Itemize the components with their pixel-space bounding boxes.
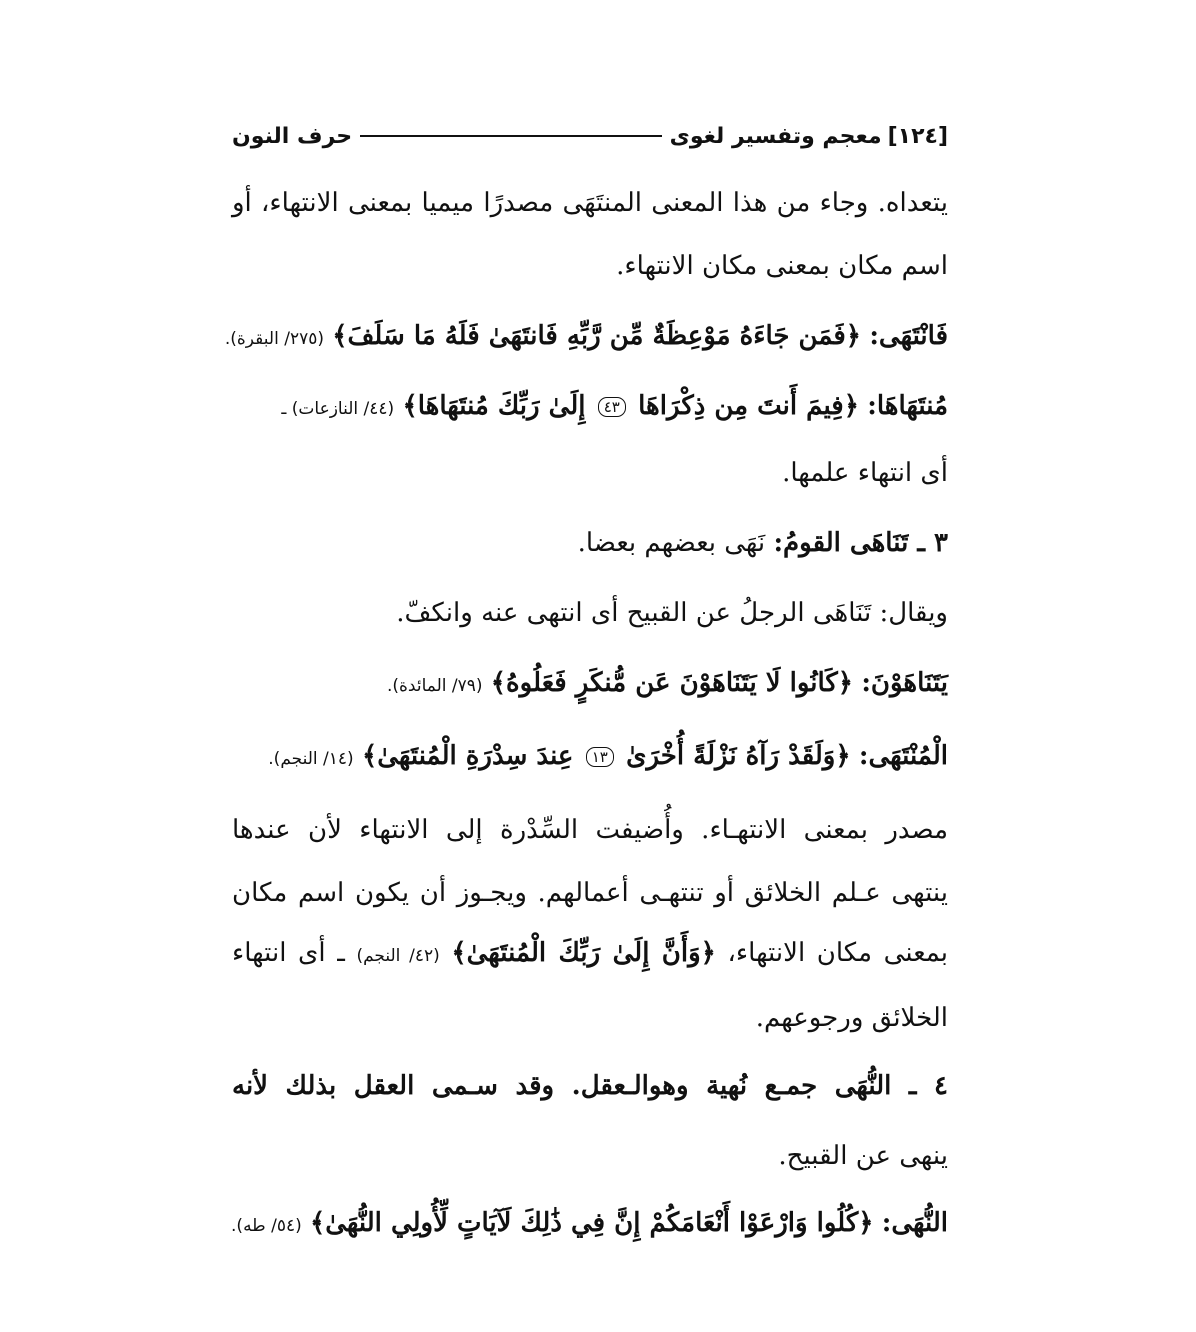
text-line: ينتهى عـلم الخلائق أو تنتهـى أعمالهم. ويجـوز أن يكون اسم مكان xyxy=(232,878,948,908)
headword: الْمُنْتَهَى: xyxy=(858,741,948,771)
text-line: اسم مكان بمعنى مكان الانتهاء. xyxy=(616,251,948,281)
text-line: الخلائق ورجوعهم. xyxy=(755,1003,948,1033)
verse-reference: (٤٤/ النازعات) ـ xyxy=(281,399,395,419)
headword: مُنتَهَاهَا: xyxy=(867,391,948,421)
quran-verse: إِلَىٰ رَبِّكَ مُنتَهَاهَا﴾ xyxy=(402,391,586,421)
quran-citation-line xyxy=(387,665,948,704)
verse-reference: (٤٢/ النجم) xyxy=(356,946,440,966)
header-rule xyxy=(360,135,662,137)
ayah-number-badge: ١٣ xyxy=(586,747,614,767)
quran-verse: ﴿فَمَن جَاءَهُ مَوْعِظَةٌ مِّن رَّبِّهِ فَانتَهَىٰ فَلَهُ مَا سَلَفَ﴾ xyxy=(332,321,862,351)
quran-citation-line xyxy=(231,1205,948,1244)
verse-reference: (٧٩/ المائدة). xyxy=(386,676,483,696)
quran-citation-line xyxy=(225,318,948,357)
quran-citation-line xyxy=(268,738,948,777)
quran-verse: ﴿كَانُوا لَا يَتَنَاهَوْنَ عَن مُّنكَرٍ فَعَلُوهُ﴾ xyxy=(490,668,854,698)
text-line: أى انتهاء علمها. xyxy=(782,458,948,488)
page-number: [١٢٤] xyxy=(887,123,948,149)
verse-reference: (٢٧٥/ البقرة). xyxy=(224,329,324,349)
quran-verse: ﴿فِيمَ أَنتَ مِن ذِكْرَاهَا xyxy=(638,391,859,421)
quran-citation-line xyxy=(281,388,948,427)
quran-citation-line xyxy=(232,935,948,974)
text-line: ينهى عن القبيح. xyxy=(778,1141,948,1171)
ayah-number-badge: ٤٣ xyxy=(598,397,626,417)
text-line: مصدر بمعنى الانتهـاء. وأُضيفت السِّدْرة إلى الانتهاء لأن عندها xyxy=(232,815,948,845)
quran-verse: عِندَ سِدْرَةِ الْمُنتَهَىٰ﴾ xyxy=(361,741,574,771)
book-title: معجم وتفسير لغوى xyxy=(669,123,882,149)
verse-reference: (٥٤/ طه). xyxy=(231,1216,302,1236)
entry-definition: نَهَى بعضهم بعضا. xyxy=(577,528,766,558)
headword: النُّهَى: xyxy=(881,1208,948,1238)
text-segment: بمعنى مكان الانتهاء، xyxy=(727,938,949,968)
quran-verse: ﴿وَلَقَدْ رَآهُ نَزْلَةً أُخْرَىٰ xyxy=(626,741,851,771)
section-title: حرف النون xyxy=(232,123,353,149)
quran-verse: ﴿وَأَنَّ إِلَىٰ رَبِّكَ الْمُنتَهَىٰ﴾ xyxy=(451,938,716,968)
running-header xyxy=(232,118,948,154)
entry-headword: ٣ ـ تَنَاهَى القومُ: xyxy=(773,528,948,558)
verse-reference: (١٤/ النجم). xyxy=(268,749,354,769)
text-line: يتعداه. وجاء من هذا المعنى المنتَهَى مصدرًا ميميا بمعنى الانتهاء، أو xyxy=(232,188,948,218)
numbered-entry-line: ٤ ـ النُّهَى جمـع نُهية وهوالـعقل. وقد سـمى العقل بذلك لأنه xyxy=(232,1071,948,1101)
text-line: ويقال: تَنَاهَى الرجلُ عن القبيح أى انتهى عنه وانكفّ. xyxy=(396,598,948,628)
headword: يَتَنَاهَوْنَ: xyxy=(861,668,948,698)
headword: فَانْتَهَى: xyxy=(869,321,948,351)
quran-verse: ﴿كُلُوا وَارْعَوْا أَنْعَامَكُمْ إِنَّ فِي ذَٰلِكَ لَآيَاتٍ لِّأُولِي النُّهَىٰ﴾ xyxy=(310,1208,874,1238)
numbered-entry-line xyxy=(578,525,948,561)
text-segment: ـ أى انتهاء xyxy=(232,938,345,968)
